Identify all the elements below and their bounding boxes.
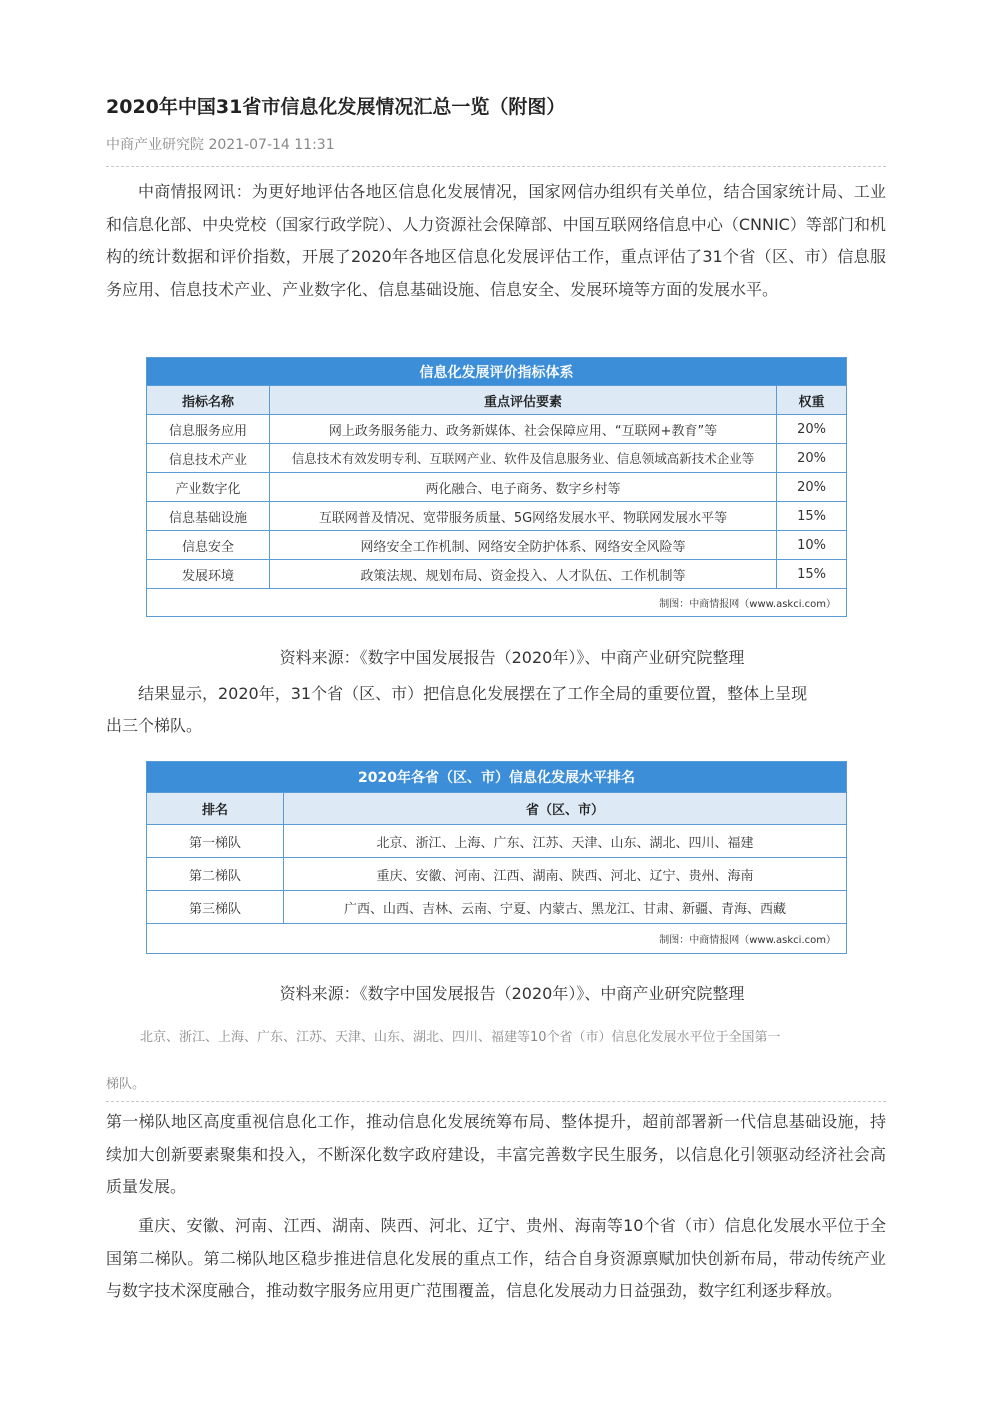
indicator-elements: 两化融合、电子商务、数字乡村等 (270, 473, 777, 502)
indicator-weight: 20% (777, 444, 847, 473)
table-row (147, 444, 847, 473)
tier2-paragraph: 重庆、安徽、河南、江西、湖南、陕西、河北、辽宁、贵州、海南等10个省（市）信息化发展水平位于全国第二梯队。第二梯队地区稳步推进信息化发展的重点工作，结合自身资源禀赋加快创新布局，带动传统产业与数字技术深度融合，推动数字服务应用更广范围覆盖，信息化发展动力日益强劲，数字红利逐步释放。 (106, 1216, 886, 1300)
tier-provinces: 广西、山西、吉林、云南、宁夏、内蒙古、黑龙江、甘肃、新疆、青海、西藏 (284, 891, 847, 924)
indicator-weight: 15% (777, 502, 847, 531)
table-row (147, 891, 847, 924)
table-row (147, 560, 847, 589)
table-row (147, 415, 847, 444)
article-title: 2020年中国31省市信息化发展情况汇总一览（附图） (106, 96, 566, 118)
chart-credit: 制图：中商情报网（www.askci.com） (659, 935, 836, 946)
header-indicator-name: 指标名称 (147, 386, 270, 415)
header-divider (106, 166, 886, 167)
indicator-name: 信息服务应用 (147, 415, 270, 444)
indicator-elements: 政策法规、规划布局、资金投入、人才队伍、工作机制等 (270, 560, 777, 589)
tier-provinces: 重庆、安徽、河南、江西、湖南、陕西、河北、辽宁、贵州、海南 (284, 858, 847, 891)
result-line-1: 结果显示，2020年，31个省（区、市）把信息化发展摆在了工作全局的重要位置，整体上呈现 (138, 684, 808, 703)
intro-paragraph: 中商情报网讯：为更好地评估各地区信息化发展情况，国家网信办组织有关单位，结合国家统计局、工业和信息化部、中央党校（国家行政学院）、人力资源社会保障部、中国互联网络信息中心（CNNIC）等部门和机构的统计数据和评价指数，开展了2020年各地区信息化发展评估工作，重点评估了31个省（区、市）信息服务应用、信息技术产业、产业数字化、信息基础设施、信息安全、发展环境等方面的发展水平。 (106, 182, 886, 299)
table-row (147, 531, 847, 560)
indicator-weight: 20% (777, 473, 847, 502)
article-meta: 中商产业研究院 2021-07-14 11:31 (106, 137, 335, 153)
tier-label: 第一梯队 (147, 825, 284, 858)
result-line-2: 出三个梯队。 (106, 716, 203, 735)
note-line-2: 梯队。 (106, 1077, 146, 1092)
header-weight: 权重 (777, 386, 847, 415)
tier-label: 第三梯队 (147, 891, 284, 924)
tier1-paragraph: 第一梯队地区高度重视信息化工作，推动信息化发展统筹布局、整体提升，超前部署新一代信息基础设施，持续加大创新要素聚集和投入，不断深化数字政府建设，丰富完善数字民生服务，以信息化引领驱动经济社会高质量发展。 (106, 1112, 886, 1196)
indicator-table-footer (147, 589, 847, 617)
header-provinces: 省（区、市） (284, 793, 847, 825)
table-row (147, 502, 847, 531)
indicator-table-title: 信息化发展评价指标体系 (147, 358, 847, 386)
indicator-weight: 10% (777, 531, 847, 560)
source-caption-2: 资料来源：《数字中国发展报告（2020年）》、中商产业研究院整理 (279, 984, 745, 1003)
indicator-elements: 网络安全工作机制、网络安全防护体系、网络安全风险等 (270, 531, 777, 560)
indicator-elements: 网上政务服务能力、政务新媒体、社会保障应用、“互联网+教育”等 (270, 415, 777, 444)
tier-label: 第二梯队 (147, 858, 284, 891)
note-divider (106, 1101, 886, 1102)
chart-credit: 制图：中商情报网（www.askci.com） (659, 599, 837, 610)
indicator-name: 发展环境 (147, 560, 270, 589)
table-row (147, 825, 847, 858)
indicator-name: 信息技术产业 (147, 444, 270, 473)
indicator-elements: 信息技术有效发明专利、互联网产业、软件及信息服务业、信息领域高新技术企业等 (270, 444, 777, 473)
header-rank: 排名 (147, 793, 284, 825)
indicator-weight: 20% (777, 415, 847, 444)
header-key-elements: 重点评估要素 (270, 386, 777, 415)
indicator-name: 产业数字化 (147, 473, 270, 502)
indicator-table (146, 357, 847, 617)
indicator-name: 信息安全 (147, 531, 270, 560)
ranking-table (146, 761, 847, 954)
indicator-elements: 互联网普及情况、宽带服务质量、5G网络发展水平、物联网发展水平等 (270, 502, 777, 531)
table-row (147, 858, 847, 891)
indicator-weight: 15% (777, 560, 847, 589)
table-row (147, 473, 847, 502)
ranking-table-title: 2020年各省（区、市）信息化发展水平排名 (147, 762, 847, 793)
ranking-table-footer (147, 924, 847, 954)
note-line-1: 北京、浙江、上海、广东、江苏、天津、山东、湖北、四川、福建等10个省（市）信息化发展水平位于全国第一 (140, 1030, 781, 1045)
source-caption-1: 资料来源：《数字中国发展报告（2020年）》、中商产业研究院整理 (279, 648, 745, 667)
indicator-name: 信息基础设施 (147, 502, 270, 531)
tier-provinces: 北京、浙江、上海、广东、江苏、天津、山东、湖北、四川、福建 (284, 825, 847, 858)
